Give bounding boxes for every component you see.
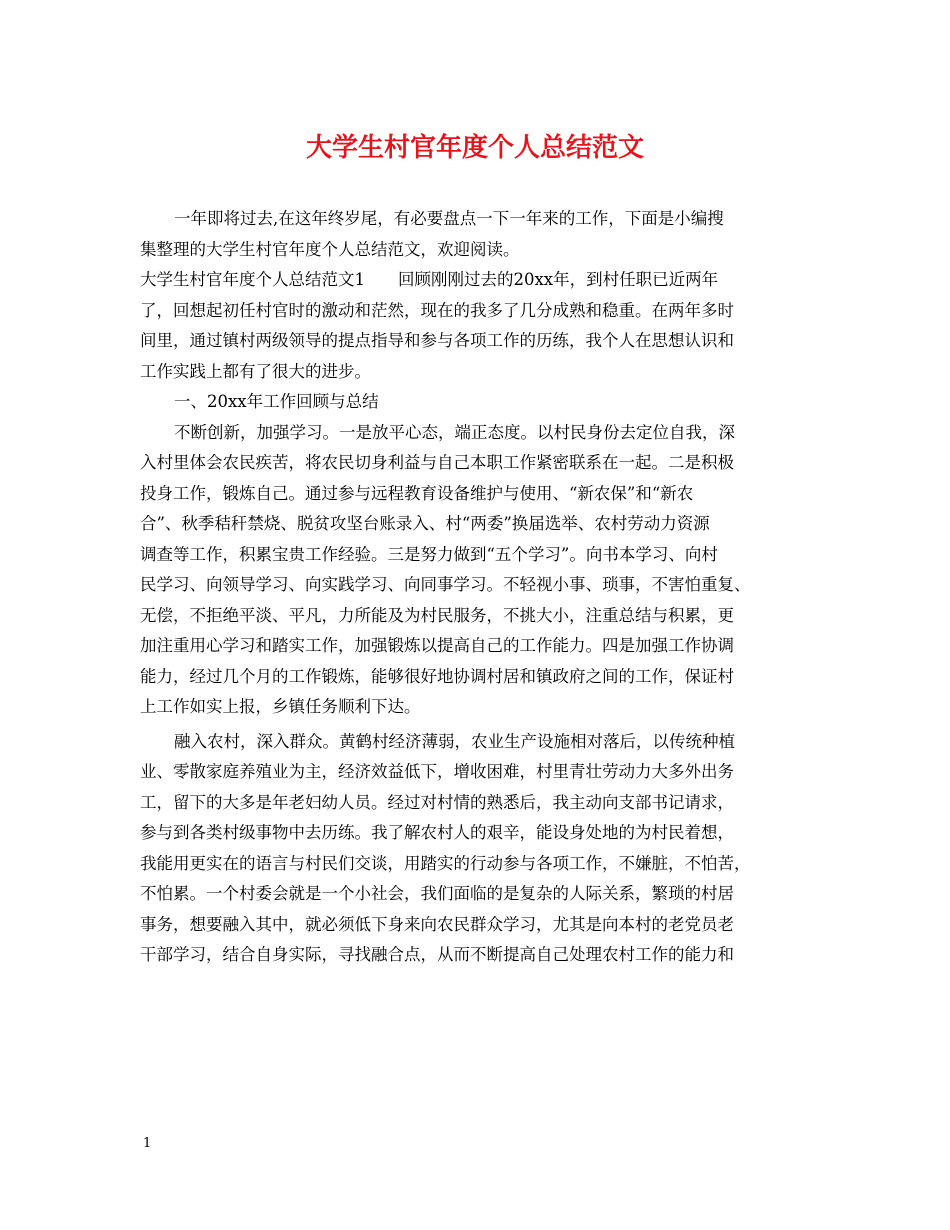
text-line: 工，留下的大多是年老妇幼人员。经过对村情的熟悉后，我主动向支部书记请求， [140, 792, 734, 812]
text-line: 干部学习，结合自身实际，寻找融合点，从而不断提高自己处理农村工作的能力和 [140, 945, 734, 964]
text-line: 大学生村官年度个人总结范文1 回顾刚刚过去的20xx年，到村任职已近两年 [140, 270, 719, 289]
text-line: 上工作如实上报，乡镇任务顺利下达。 [140, 697, 421, 716]
page-number: 1 [143, 1136, 152, 1151]
document-body [140, 204, 822, 971]
text-line: 民学习、向领导学习、向实践学习、向同事学习。不轻视小事、琐事，不害怕重复、 [140, 575, 751, 594]
text-line: 融入农村，深入群众。黄鹤村经济薄弱，农业生产设施相对落后，以传统种植 [174, 731, 735, 751]
text-line: 调查等工作，积累宝贵工作经验。三是努力做到“五个学习”。向书本学习、向村 [140, 544, 718, 564]
text-line: 工作实践上都有了很大的进步。 [140, 361, 371, 381]
text-line: 了，回想起初任村官时的激动和茫然，现在的我多了几分成熟和稳重。在两年多时 [140, 300, 734, 320]
text-line: 能力，经过几个月的工作锻炼，能够很好地协调村居和镇政府之间的工作，保证村 [140, 666, 734, 686]
text-line: 入村里体会农民疾苦，将农民切身利益与自己本职工作紧密联系在一起。二是积极 [140, 453, 734, 472]
text-line: 集整理的大学生村官年度个人总结范文，欢迎阅读。 [140, 239, 520, 259]
text-line: 一年即将过去,在这年终岁尾，有必要盘点一下一年来的工作，下面是小编搜 [174, 209, 724, 228]
text-line: 事务，想要融入其中，就必须低下身来向农民群众学习，尤其是向本村的老党员老 [140, 914, 734, 934]
text-line: 参与到各类村级事物中去历练。我了解农村人的艰辛，能设身处地的为村民着想， [140, 823, 734, 842]
text-line: 间里，通过镇村两级领导的提点指导和参与各项工作的历练，我个人在思想认识和 [140, 331, 734, 350]
text-line: 不怕累。一个村委会就是一个小社会，我们面临的是复杂的人际关系，繁琐的村居 [140, 884, 734, 903]
text-line: 投身工作，锻炼自己。通过参与远程教育设备维护与使用、“新农保”和“新农 [140, 483, 694, 503]
text-line: 我能用更实在的语言与村民们交谈，用踏实的行动参与各项工作，不嫌脏，不怕苦， [140, 853, 751, 873]
text-line: 加注重用心学习和踏实工作，加强锻炼以提高自己的工作能力。四是加强工作协调 [140, 636, 734, 655]
text-line: 无偿，不拒绝平淡、平凡，力所能及为村民服务，不挑大小，注重总结与积累，更 [140, 605, 734, 625]
document-title: 大学生村官年度个人总结范文 [305, 133, 644, 163]
text-line: 不断创新，加强学习。一是放平心态，端正态度。以村民身份去定位自我，深 [174, 422, 735, 442]
text-line: 业、零散家庭养殖业为主，经济效益低下，增收困难，村里青壮劳动力大多外出务 [140, 762, 734, 781]
text-line: 合”、秋季秸秆禁烧、脱贫攻坚台账录入、村“两委”换届选举、农村劳动力资源 [140, 514, 710, 533]
section-heading: 一、20xx年工作回顾与总结 [174, 392, 379, 411]
